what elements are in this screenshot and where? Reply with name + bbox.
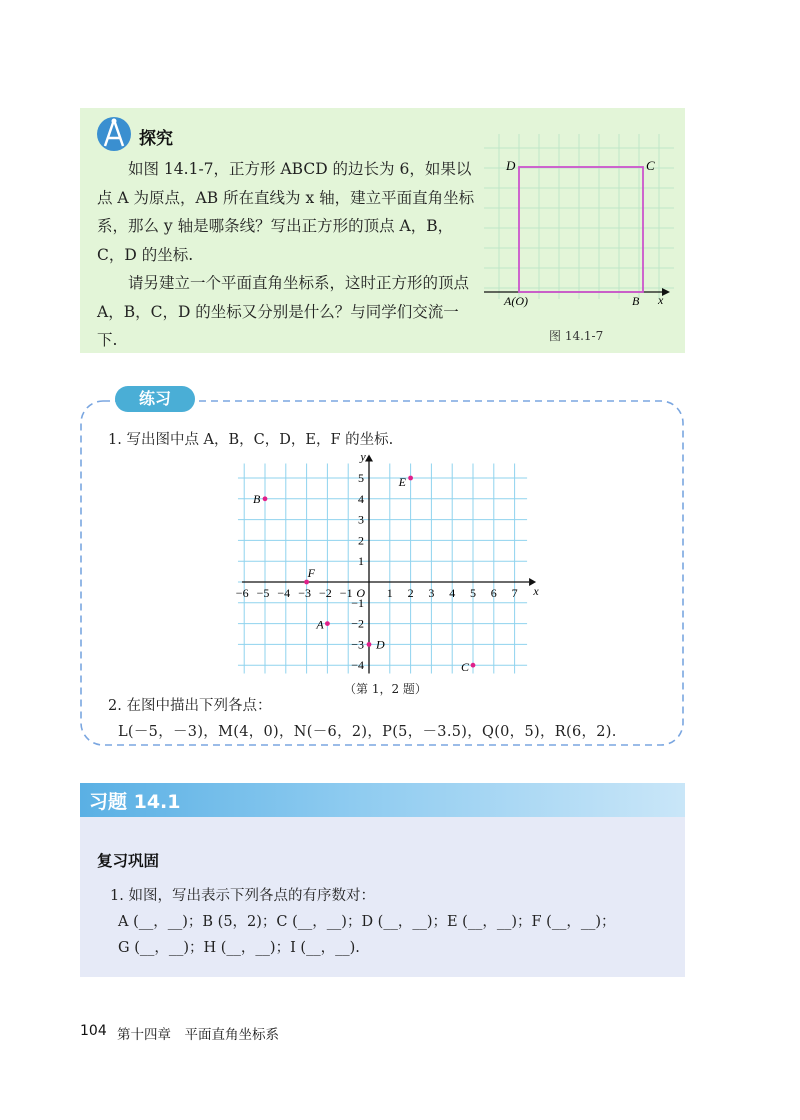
exercise-answer-line-1: A (__，__)；B (5，2)；C (__，__)；D (__，__)；E (__，__)；F (__，__)； [118,914,616,930]
x-tick-label: 4 [449,586,456,600]
y-tick-label: −4 [351,658,364,673]
y-tick-label: 2 [358,533,364,548]
y-tick-label: −2 [351,616,364,631]
y-tick-label: 5 [358,471,364,485]
point-label-F: F [307,566,315,580]
origin-label: O [356,586,365,600]
figure-caption: 图 14.1-7 [549,329,604,343]
square-label-C: C [646,158,655,173]
point-C [471,663,476,668]
square-abcd [519,167,643,292]
practice-question-2: 2. 在图中描出下列各点： [108,698,272,714]
page-number: 104 [80,1023,107,1039]
exercise-question-1: 1. 如图，写出表示下列各点的有序数对： [110,888,375,904]
review-title: 复习巩固 [97,852,160,870]
exercise-header-title: 习题 14.1 [89,791,181,813]
y-tick-label: −1 [351,595,364,610]
x-tick-label: 7 [511,586,518,600]
x-tick-label: −5 [256,586,270,600]
explore-title: 探究 [139,129,173,149]
practice-question-1: 1. 写出图中点 A，B，C，D，E，F 的坐标. [108,432,394,448]
square-label-B: B [632,294,640,308]
x-tick-label: 3 [428,586,435,600]
x-tick-label: 1 [386,586,393,600]
y-tick-label: 4 [358,491,364,506]
x-tick-label: −2 [319,586,332,600]
coordinate-grid [230,449,539,680]
explore-compass-icon [96,116,132,152]
point-F [304,580,309,585]
point-A [325,621,330,626]
practice-tag: 练习 [115,386,195,412]
practice-question-2-points: L(－5，－3)，M(4，0)，N(－6，2)，P(5，－3.5)，Q(0，5)，R(6，2). [118,724,617,740]
point-label-C: C [461,660,470,675]
explore-paragraph-2: 请另建立一个平面直角坐标系，这时正方形的顶点 A，B，C，D 的坐标又分别是什么？与同学们交流一下. [97,274,470,349]
y-tick-label: −3 [351,637,364,652]
x-tick-label: −4 [277,586,291,600]
x-axis-label: x [533,584,539,598]
point-label-D: D [376,637,385,652]
x-tick-label: 6 [490,586,497,600]
y-tick-label: 1 [358,554,364,569]
point-label-B: B [253,491,261,506]
point-E [408,476,413,481]
square-label-x: x [658,293,664,307]
x-tick-label: 2 [407,586,414,600]
square-label-D: D [506,158,516,173]
point-label-A: A [316,617,324,632]
chapter-title: 第十四章 平面直角坐标系 [117,1027,279,1043]
square-figure [484,134,674,314]
x-tick-label: −6 [235,586,249,600]
explore-text [97,155,477,355]
point-label-E: E [398,475,406,489]
x-tick-label: −3 [298,586,311,600]
exercise-answer-line-2: G (__，__)；H (__，__)；I (__，__). [118,940,360,956]
grid-caption: （第 1，2 题） [344,682,427,696]
x-tick-label: −1 [339,586,353,600]
x-tick-label: 5 [470,586,476,600]
point-D [367,642,372,647]
point-B [263,496,268,501]
y-axis-arrow [365,454,373,461]
y-tick-label: 3 [358,512,364,527]
y-axis-label: y [360,449,366,464]
square-label-A: A(O) [504,294,528,308]
explore-paragraph-1: 如图 14.1-7，正方形 ABCD 的边长为 6，如果以点 A 为原点，AB 所在直线为 x 轴，建立平面直角坐标系，那么 y 轴是哪条线？写出正方形的顶点 A，B，C，D 的坐标. [97,160,475,264]
